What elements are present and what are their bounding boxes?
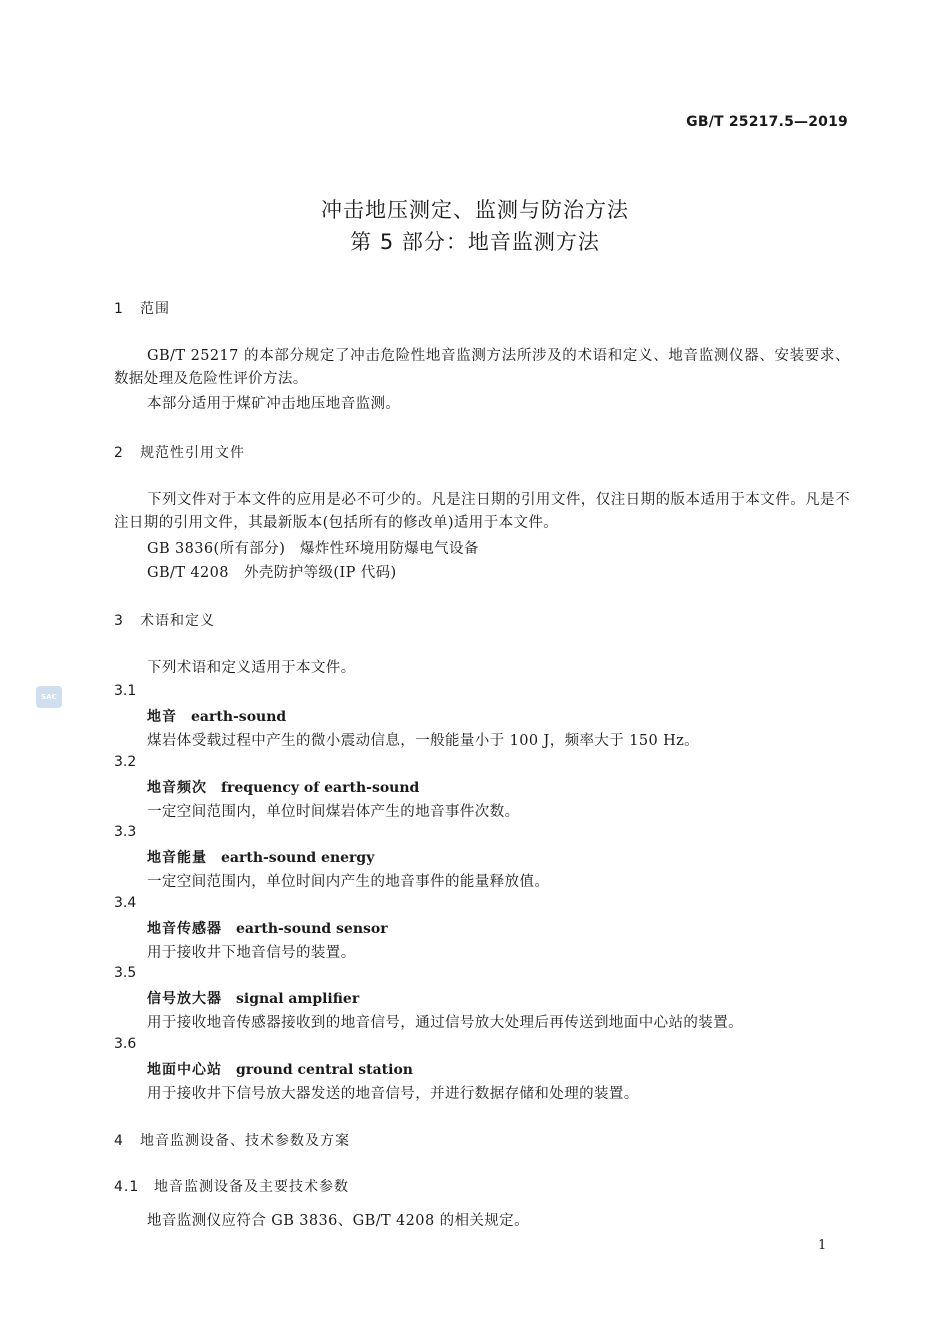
term-number: 3.6 <box>114 1036 137 1052</box>
term-zh: 地面中心站 <box>147 1062 222 1078</box>
term-definition: 用于接收井下信号放大器发送的地音信号，并进行数据存储和处理的装置。 <box>147 1086 639 1102</box>
document-title: 冲击地压测定、监测与防治方法 <box>321 198 629 222</box>
section-1-paragraph-1: GB/T 25217 的本部分规定了冲击危险性地音监测方法所涉及的术语和定义、地音监测仪器、安装要求、数据处理及危险性评价方法。 <box>114 348 850 387</box>
section-1-paragraph-2: 本部分适用于煤矿冲击地压地音监测。 <box>147 396 401 412</box>
term-definition: 用于接收地音传感器接收到的地音信号，通过信号放大处理后再传送到地面中心站的装置。 <box>147 1015 743 1031</box>
reference-item <box>147 537 479 558</box>
section-number: 1 <box>114 301 124 317</box>
reference-code: GB/T 4208 <box>147 565 229 581</box>
section-3-heading <box>114 610 215 630</box>
section-2-paragraph-1: 下列文件对于本文件的应用是必不可少的。凡是注日期的引用文件，仅注日期的版本适用于本文件。凡是不注日期的引用文件，其最新版本(包括所有的修改单)适用于本文件。 <box>114 492 850 531</box>
reference-code: GB 3836(所有部分) <box>147 541 286 557</box>
term-definition: 一定空间范围内，单位时间内产生的地音事件的能量释放值。 <box>147 874 550 890</box>
term-zh: 地音能量 <box>147 850 207 866</box>
term-zh: 地音传感器 <box>147 921 222 937</box>
section-title: 规范性引用文件 <box>140 445 245 461</box>
document-subtitle: 第 5 部分：地音监测方法 <box>350 230 600 254</box>
subsection-number: 4.1 <box>114 1179 140 1195</box>
term-heading <box>147 988 359 1008</box>
term-definition: 一定空间范围内，单位时间煤岩体产生的地音事件次数。 <box>147 804 520 820</box>
subsection-title: 地音监测设备及主要技术参数 <box>154 1179 349 1195</box>
section-number: 2 <box>114 445 124 461</box>
term-zh: 信号放大器 <box>147 991 222 1007</box>
term-heading <box>147 918 388 938</box>
term-heading <box>147 706 286 726</box>
section-1-heading <box>114 298 170 318</box>
term-zh: 地音 <box>147 709 177 725</box>
subsection-4-1-paragraph-1: 地音监测仪应符合 GB 3836、GB/T 4208 的相关规定。 <box>147 1213 529 1229</box>
page-number: 1 <box>818 1238 827 1253</box>
term-en: ground central station <box>236 1062 413 1078</box>
term-en: frequency of earth-sound <box>221 780 420 796</box>
section-number: 4 <box>114 1133 124 1149</box>
section-4-heading <box>114 1130 350 1150</box>
reference-title: 爆炸性环境用防爆电气设备 <box>300 541 479 557</box>
section-title: 地音监测设备、技术参数及方案 <box>140 1133 350 1149</box>
section-2-heading <box>114 442 245 462</box>
section-number: 3 <box>114 613 124 629</box>
term-definition: 煤岩体受载过程中产生的微小震动信息，一般能量小于 100 J，频率大于 150 Hz。 <box>147 733 700 749</box>
term-heading <box>147 777 419 797</box>
term-en: earth-sound energy <box>221 850 375 866</box>
reference-title: 外壳防护等级(IP 代码) <box>244 565 397 581</box>
term-heading <box>147 847 374 867</box>
term-zh: 地音频次 <box>147 780 207 796</box>
term-en: signal amplifier <box>236 991 360 1007</box>
reference-item <box>147 561 397 582</box>
term-number: 3.2 <box>114 754 137 770</box>
term-en: earth-sound sensor <box>236 921 388 937</box>
term-heading <box>147 1059 413 1079</box>
term-number: 3.3 <box>114 824 137 840</box>
section-3-intro: 下列术语和定义适用于本文件。 <box>147 660 356 676</box>
term-number: 3.1 <box>114 683 137 699</box>
term-number: 3.5 <box>114 965 137 981</box>
standard-code: GB/T 25217.5—2019 <box>686 114 848 130</box>
section-title: 范围 <box>140 301 170 317</box>
section-title: 术语和定义 <box>140 613 215 629</box>
sac-watermark-logo: SAC <box>36 686 62 708</box>
subsection-4-1-heading <box>114 1176 349 1196</box>
term-en: earth-sound <box>191 709 287 725</box>
term-number: 3.4 <box>114 895 137 911</box>
term-definition: 用于接收井下地音信号的装置。 <box>147 945 356 961</box>
